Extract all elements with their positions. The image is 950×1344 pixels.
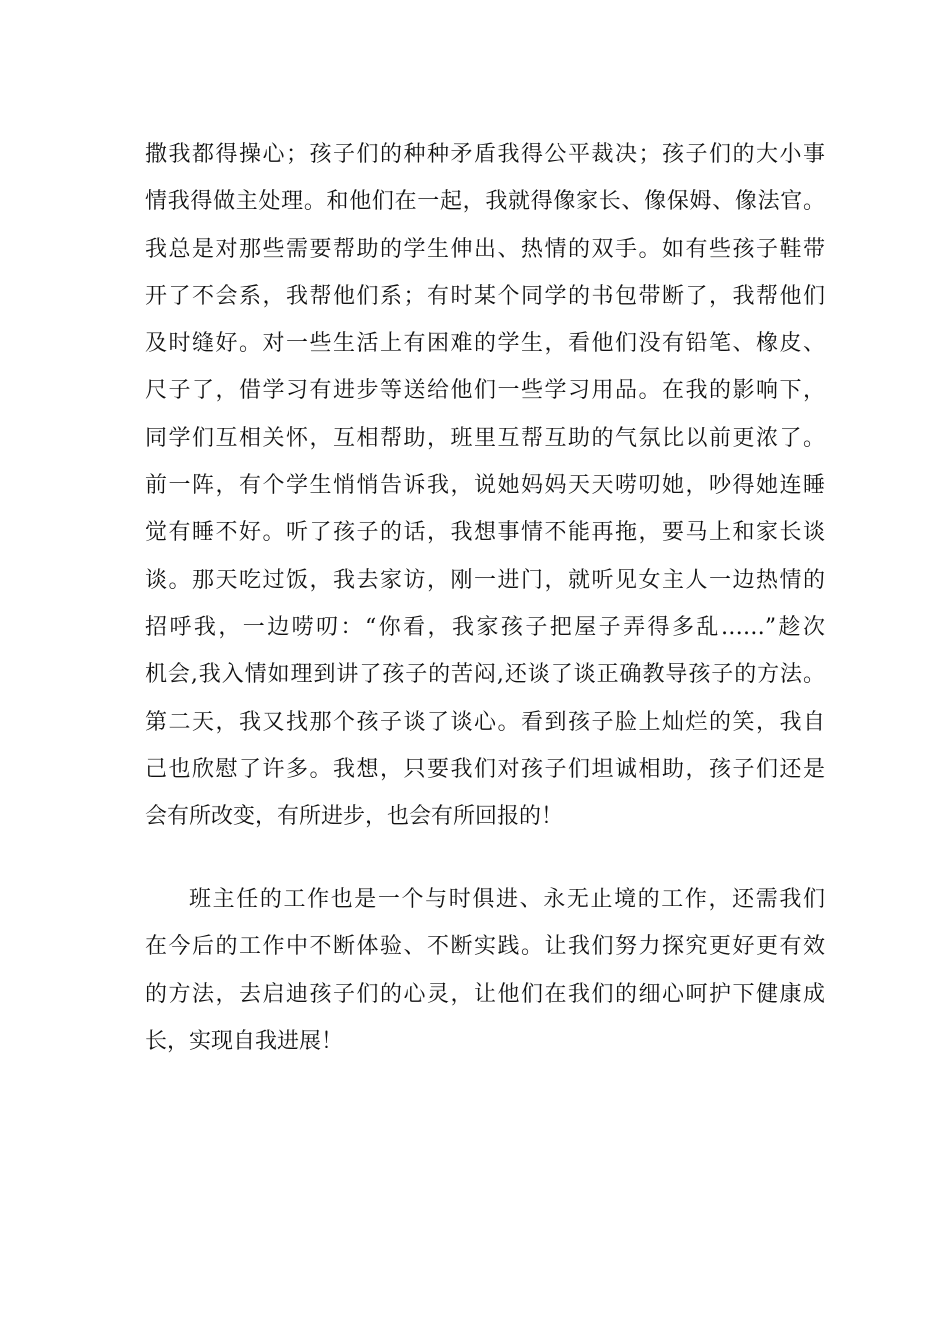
paragraph-1-line-14: 己也欣慰了许多。我想，只要我们对孩子们坦诚相助，孩子们还是 [145,756,825,782]
paragraph-2-line-4: 长，实现自我进展！ [145,1028,344,1054]
paragraph-1-line-10: 谈。那天吃过饭，我去家访，刚一进门，就听见女主人一边热情的 [145,567,825,593]
paragraph-1-line-12: 机会,我入情如理到讲了孩子的苦闷,还谈了谈正确教导孩子的方法。 [145,662,825,688]
paragraph-1-line-3: 我总是对那些需要帮助的学生伸出、热情的双手。如有些孩子鞋带 [145,236,825,262]
paragraph-2-line-1: 班主任的工作也是一个与时俱进、永无止境的工作，还需我们 [189,887,825,912]
paragraph-1-line-6: 尺子了，借学习有进步等送给他们一些学习用品。在我的影响下， [145,378,825,404]
paragraph-1-line-15: 会有所改变，有所进步，也会有所回报的！ [145,804,564,830]
paragraph-1-line-2: 情我得做主处理。和他们在一起，我就得像家长、像保姆、像法官。 [145,189,825,215]
paragraph-1-line-13: 第二天，我又找那个孩子谈了谈心。看到孩子脸上灿烂的笑，我自 [145,709,825,735]
paragraph-1-line-5: 及时缝好。对一些生活上有困难的学生，看他们没有铅笔、橡皮、 [145,331,825,357]
paragraph-1-line-11: 招呼我，一边唠叨：“你看，我家孩子把屋子弄得多乱……”趁次 [145,614,825,640]
paragraph-1-line-7: 同学们互相关怀，互相帮助，班里互帮互助的气氛比以前更浓了。 [145,425,825,451]
paragraph-1-line-8: 前一阵，有个学生悄悄告诉我，说她妈妈天天唠叨她，吵得她连睡 [145,473,825,499]
paragraph-1-line-9: 觉有睡不好。听了孩子的话，我想事情不能再拖，要马上和家长谈 [145,520,825,546]
paragraph-2-line-3: 的方法，去启迪孩子们的心灵，让他们在我们的细心呵护下健康成 [145,981,825,1007]
paragraph-1-line-4: 开了不会系，我帮他们系；有时某个同学的书包带断了，我帮他们 [145,283,825,309]
paragraph-2-line-2: 在今后的工作中不断体验、不断实践。让我们努力探究更好更有效 [145,934,825,960]
paragraph-1-line-1: 撒我都得操心；孩子们的种种矛盾我得公平裁决；孩子们的大小事 [145,142,825,167]
paragraph-2 [145,876,825,1065]
paragraph-1 [145,131,825,840]
